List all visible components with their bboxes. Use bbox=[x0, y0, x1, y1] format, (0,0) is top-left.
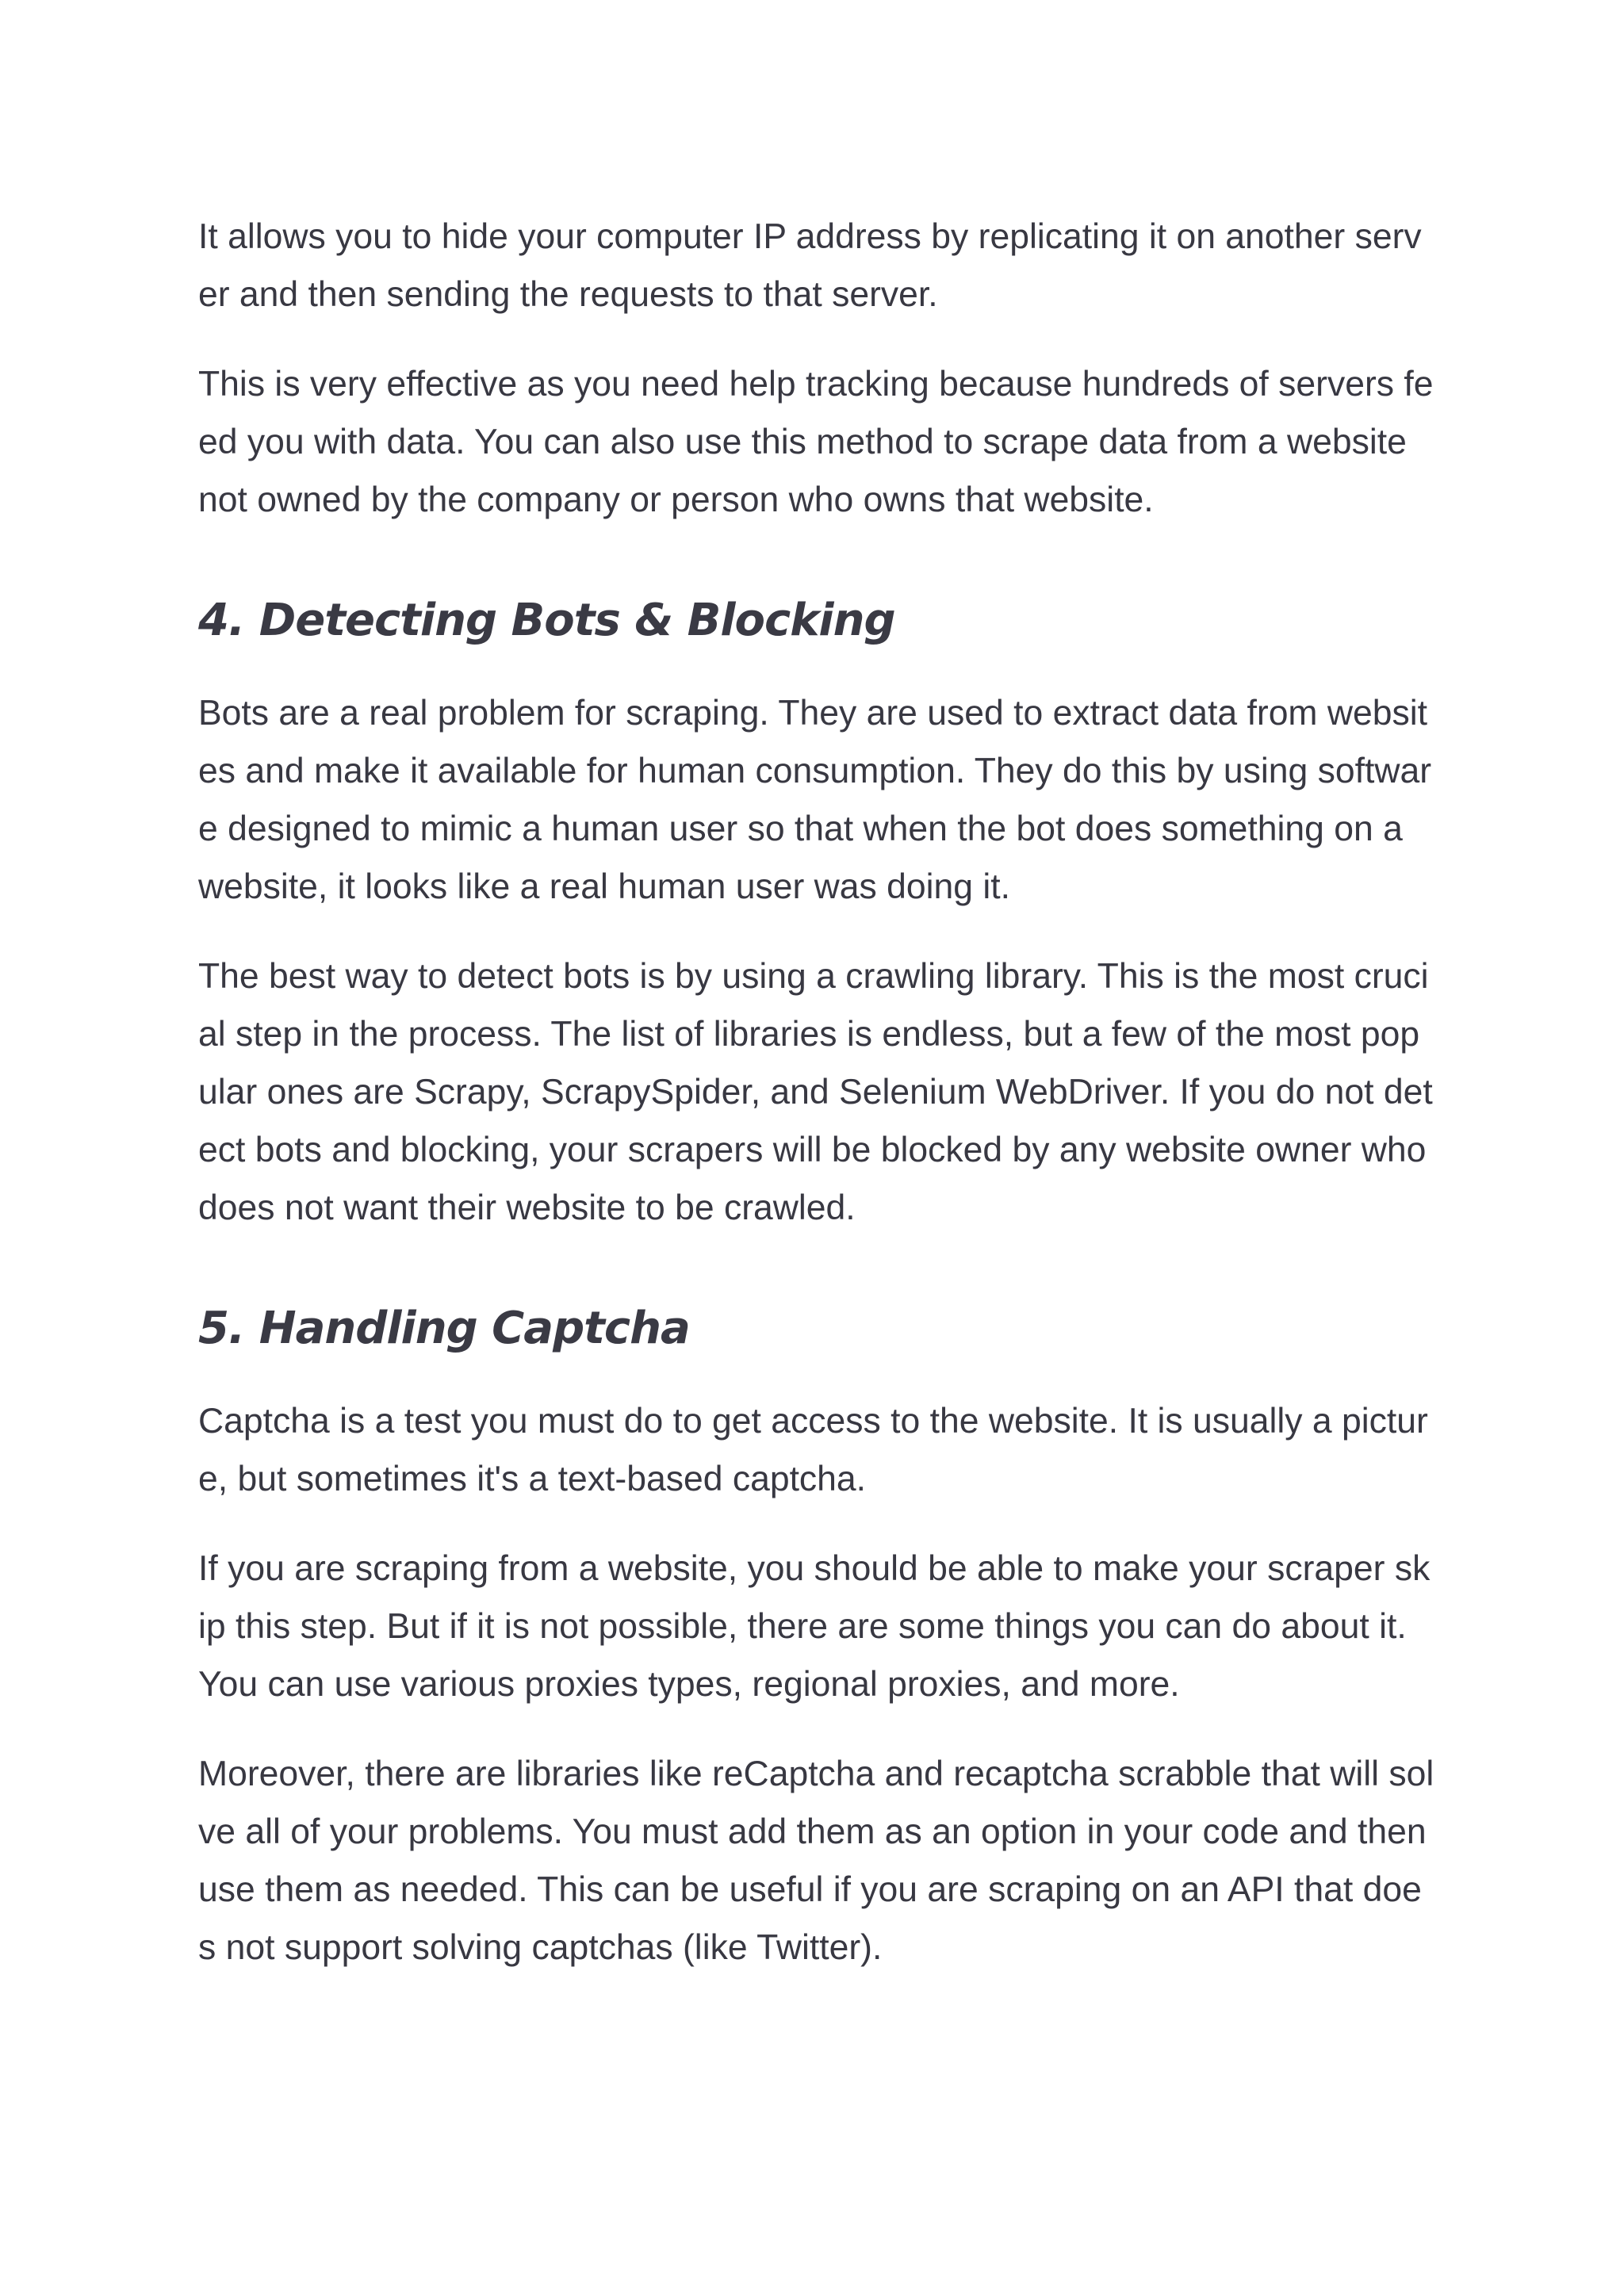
paragraph-captcha-definition: Captcha is a test you must do to get access to the website. It is usually a picture, but sometimes it's a text-based captcha. bbox=[198, 1402, 1428, 1498]
document-content bbox=[198, 208, 1435, 2008]
heading-handling-captcha: 5. Handling Captcha bbox=[198, 1303, 690, 1354]
paragraph-captcha-libraries: Moreover, there are libraries like reCaptcha and recaptcha scrabble that will solve all of your problems. You must add them as an option in your code and then use them as needed. This can be useful if you are scraping on an API that does not support solving captchas (like Twitter). bbox=[198, 1755, 1434, 1967]
paragraph-proxy-intro: It allows you to hide your computer IP address by replicating it on another server and then sending the requests to that server. bbox=[198, 217, 1422, 314]
paragraph-bots-problem: Bots are a real problem for scraping. They are used to extract data from websites and make it available for human consumption. They do this by using software designed to mimic a human user so that when the bot does something on a website, it looks like a real human user was doing it. bbox=[198, 694, 1432, 906]
heading-detecting-bots: 4. Detecting Bots & Blocking bbox=[198, 595, 895, 646]
paragraph-proxy-effectiveness: This is very effective as you need help tracking because hundreds of servers feed you with data. You can also use this method to scrape data from a website not owned by the company or person who owns that website. bbox=[198, 365, 1434, 519]
paragraph-bots-detection: The best way to detect bots is by using a crawling library. This is the most crucial step in the process. The list of libraries is endless, but a few of the most popular ones are Scrapy, ScrapySpider, and Selenium WebDriver. If you do not detect bots and blocking, your scrapers will be blocked by any website owner who does not want their website to be crawled. bbox=[198, 957, 1433, 1227]
paragraph-captcha-skip: If you are scraping from a website, you should be able to make your scraper skip this step. But if it is not possible, there are some things you can do about it. You can use various proxies types, regional proxies, and more. bbox=[198, 1549, 1431, 1704]
